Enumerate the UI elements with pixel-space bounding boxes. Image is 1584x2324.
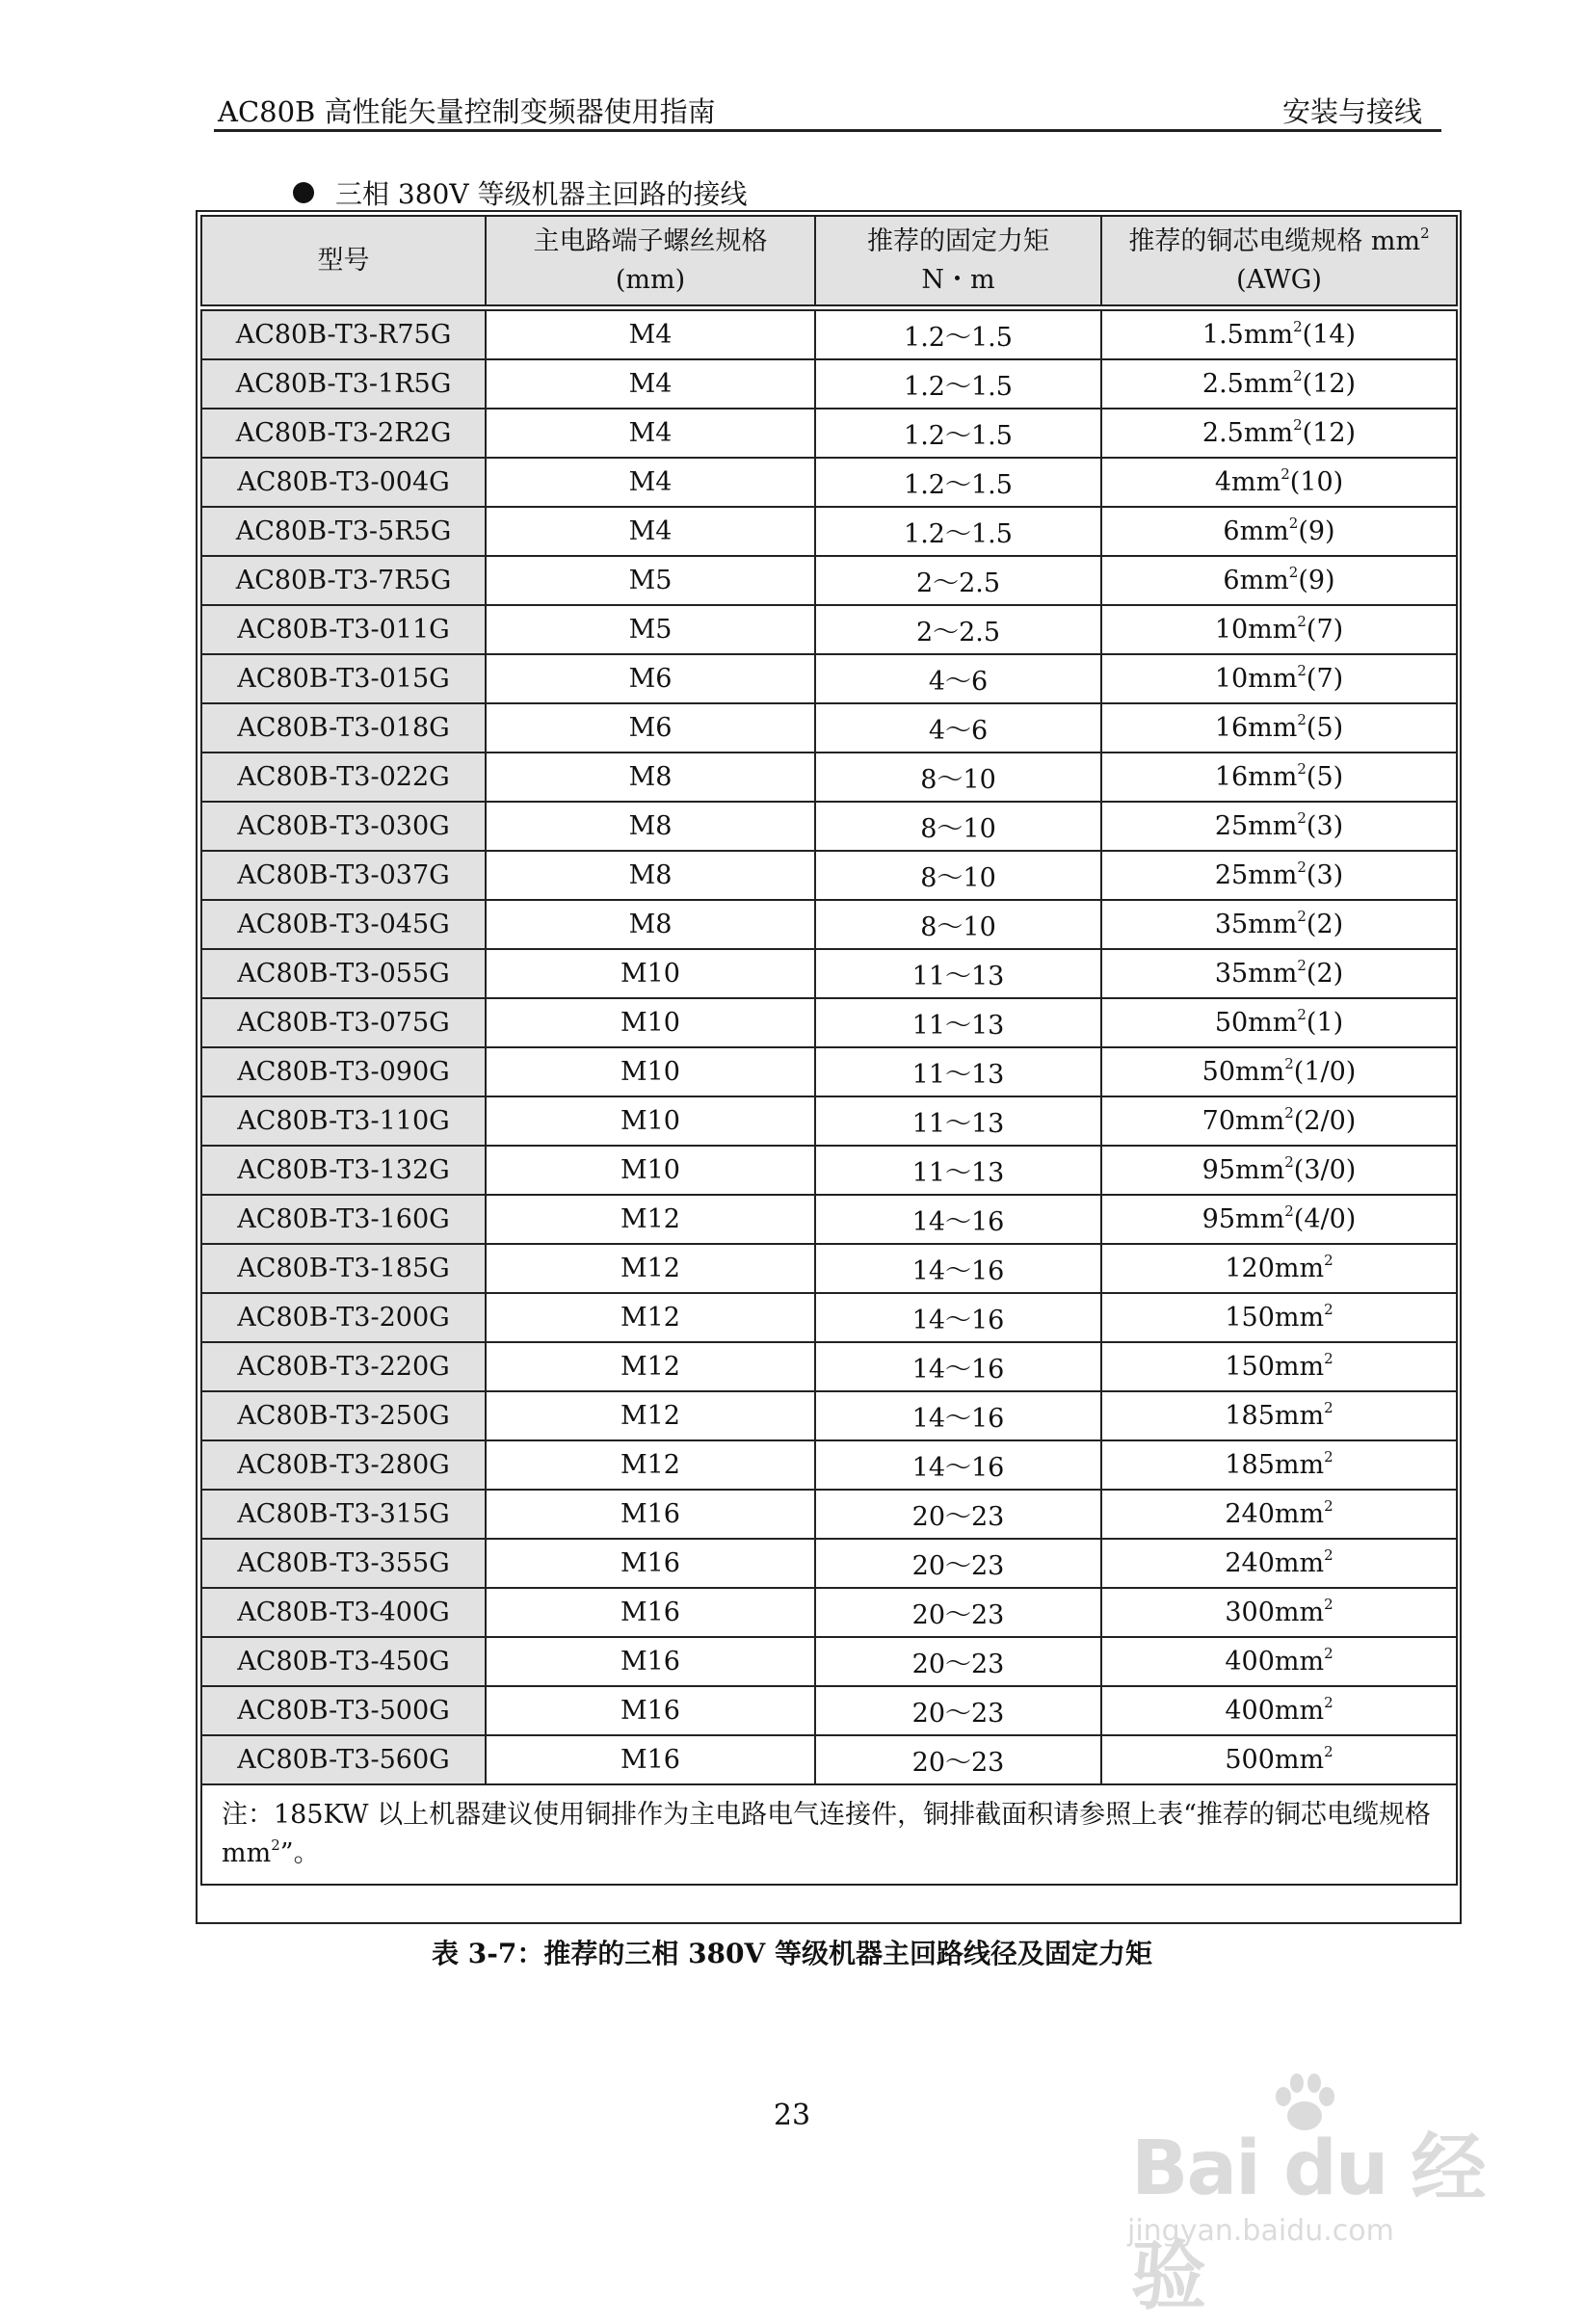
cell-model: AC80B-T3-185G xyxy=(201,1244,486,1293)
cell-cable: $1.5mm^2(14)$ xyxy=(1101,310,1457,359)
table-row xyxy=(201,310,1457,359)
cell-model: AC80B-T3-5R5G xyxy=(201,507,486,556)
table-row xyxy=(201,851,1457,900)
cell-cable: $50mm^2(1)$ xyxy=(1101,998,1457,1047)
cell-cable: $120mm^2$ xyxy=(1101,1244,1457,1293)
cell-screw: M10 xyxy=(486,998,815,1047)
cell-screw: M16 xyxy=(486,1735,815,1784)
table-row xyxy=(201,458,1457,507)
cell-torque: 20～23 xyxy=(815,1735,1101,1784)
cell-torque: 14～16 xyxy=(815,1195,1101,1244)
cell-screw: M10 xyxy=(486,1096,815,1146)
cell-torque: 8～10 xyxy=(815,753,1101,802)
cell-model: AC80B-T3-355G xyxy=(201,1539,486,1588)
table-row xyxy=(201,1588,1457,1637)
cell-screw: M12 xyxy=(486,1244,815,1293)
cell-model: AC80B-T3-037G xyxy=(201,851,486,900)
cell-model: AC80B-T3-R75G xyxy=(201,310,486,359)
cell-torque: 8～10 xyxy=(815,802,1101,851)
cell-screw: M8 xyxy=(486,851,815,900)
cell-model: AC80B-T3-055G xyxy=(201,949,486,998)
watermark-logo: Bai du 经验 xyxy=(1131,2126,1485,2320)
cell-torque: 14～16 xyxy=(815,1440,1101,1490)
cell-model: AC80B-T3-2R2G xyxy=(201,409,486,458)
cell-cable: $6mm^2(9)$ xyxy=(1101,556,1457,605)
cell-cable: $70mm^2(2/0)$ xyxy=(1101,1096,1457,1146)
cell-cable: $150mm^2$ xyxy=(1101,1293,1457,1342)
cell-cable: $500mm^2$ xyxy=(1101,1735,1457,1784)
table-row xyxy=(201,409,1457,458)
table-row xyxy=(201,1096,1457,1146)
cell-cable: $16mm^2(5)$ xyxy=(1101,753,1457,802)
table-row xyxy=(201,1490,1457,1539)
cell-torque: 11～13 xyxy=(815,998,1101,1047)
wiring-table xyxy=(200,215,1458,1886)
table-row xyxy=(201,359,1457,409)
cell-screw: M4 xyxy=(486,458,815,507)
cell-cable: $400mm^2$ xyxy=(1101,1686,1457,1735)
cell-model: AC80B-T3-011G xyxy=(201,605,486,654)
note-row xyxy=(201,1784,1457,1885)
cell-model: AC80B-T3-500G xyxy=(201,1686,486,1735)
table-row xyxy=(201,605,1457,654)
cell-screw: M10 xyxy=(486,949,815,998)
cell-torque: 4～6 xyxy=(815,654,1101,703)
cell-model: AC80B-T3-315G xyxy=(201,1490,486,1539)
header-torque: 推荐的固定力矩 N・m xyxy=(815,216,1101,305)
cell-cable: $2.5mm^2(12)$ xyxy=(1101,409,1457,458)
cell-screw: M16 xyxy=(486,1637,815,1686)
cell-screw: M16 xyxy=(486,1686,815,1735)
cell-model: AC80B-T3-7R5G xyxy=(201,556,486,605)
cell-cable: $150mm^2$ xyxy=(1101,1342,1457,1391)
cell-cable: $35mm^2(2)$ xyxy=(1101,949,1457,998)
table-caption: 表 3-7：推荐的三相 380V 等级机器主回路线径及固定力矩 xyxy=(431,1938,1152,1969)
table-row xyxy=(201,703,1457,753)
cell-screw: M5 xyxy=(486,605,815,654)
cell-screw: M4 xyxy=(486,507,815,556)
section-title: 三相 380V 等级机器主回路的接线 xyxy=(335,178,748,210)
bullet-icon xyxy=(293,182,314,203)
cell-torque: 1.2～1.5 xyxy=(815,310,1101,359)
table-row xyxy=(201,1735,1457,1784)
table-row xyxy=(201,998,1457,1047)
cell-cable: $400mm^2$ xyxy=(1101,1637,1457,1686)
cell-model: AC80B-T3-1R5G xyxy=(201,359,486,409)
table-row xyxy=(201,1293,1457,1342)
cell-cable: $16mm^2(5)$ xyxy=(1101,703,1457,753)
page-header xyxy=(214,87,1441,132)
cell-screw: M10 xyxy=(486,1146,815,1195)
cell-cable: $185mm^2$ xyxy=(1101,1440,1457,1490)
cell-screw: M16 xyxy=(486,1588,815,1637)
cell-model: AC80B-T3-132G xyxy=(201,1146,486,1195)
table-row xyxy=(201,1195,1457,1244)
table-row xyxy=(201,802,1457,851)
cell-model: AC80B-T3-075G xyxy=(201,998,486,1047)
cell-torque: 11～13 xyxy=(815,949,1101,998)
cell-model: AC80B-T3-200G xyxy=(201,1293,486,1342)
table-row xyxy=(201,1391,1457,1440)
cell-torque: 14～16 xyxy=(815,1293,1101,1342)
cell-screw: M10 xyxy=(486,1047,815,1096)
cell-cable: $240mm^2$ xyxy=(1101,1490,1457,1539)
wiring-table-frame xyxy=(196,210,1462,1924)
document-title: AC80B 高性能矢量控制变频器使用指南 xyxy=(218,95,716,128)
table-row xyxy=(201,1539,1457,1588)
baidu-watermark xyxy=(1122,2070,1488,2320)
cell-cable: $25mm^2(3)$ xyxy=(1101,802,1457,851)
cell-screw: M8 xyxy=(486,802,815,851)
cell-model: AC80B-T3-400G xyxy=(201,1588,486,1637)
cell-screw: M4 xyxy=(486,310,815,359)
cell-torque: 2～2.5 xyxy=(815,605,1101,654)
cell-torque: 20～23 xyxy=(815,1539,1101,1588)
cell-cable: $25mm^2(3)$ xyxy=(1101,851,1457,900)
cell-torque: 20～23 xyxy=(815,1588,1101,1637)
cell-screw: M4 xyxy=(486,409,815,458)
cell-screw: M5 xyxy=(486,556,815,605)
cell-model: AC80B-T3-280G xyxy=(201,1440,486,1490)
cell-model: AC80B-T3-250G xyxy=(201,1391,486,1440)
cell-model: AC80B-T3-018G xyxy=(201,703,486,753)
table-note: 注：185KW 以上机器建议使用铜排作为主电路电气连接件，铜排截面积请参照上表“推荐的铜芯电缆规格 $mm^2$”。 xyxy=(201,1784,1457,1885)
cell-model: AC80B-T3-022G xyxy=(201,753,486,802)
table-row xyxy=(201,1244,1457,1293)
cell-cable: $300mm^2$ xyxy=(1101,1588,1457,1637)
table-row xyxy=(201,1146,1457,1195)
cell-torque: 1.2～1.5 xyxy=(815,507,1101,556)
cell-torque: 8～10 xyxy=(815,900,1101,949)
table-row xyxy=(201,949,1457,998)
table-row xyxy=(201,1440,1457,1490)
cell-model: AC80B-T3-450G xyxy=(201,1637,486,1686)
cell-torque: 1.2～1.5 xyxy=(815,409,1101,458)
cell-cable: $35mm^2(2)$ xyxy=(1101,900,1457,949)
cell-screw: M12 xyxy=(486,1391,815,1440)
cell-torque: 20～23 xyxy=(815,1490,1101,1539)
cell-torque: 1.2～1.5 xyxy=(815,458,1101,507)
cell-screw: M16 xyxy=(486,1490,815,1539)
section-heading xyxy=(293,173,747,212)
cell-torque: 1.2～1.5 xyxy=(815,359,1101,409)
page-number: 23 xyxy=(773,2099,811,2132)
cell-cable: $10mm^2(7)$ xyxy=(1101,654,1457,703)
table-row xyxy=(201,900,1457,949)
cell-torque: 14～16 xyxy=(815,1342,1101,1391)
cell-torque: 11～13 xyxy=(815,1047,1101,1096)
cell-screw: M6 xyxy=(486,654,815,703)
cell-screw: M12 xyxy=(486,1440,815,1490)
header-screw: 主电路端子螺丝规格 (mm) xyxy=(486,216,815,305)
cell-screw: M12 xyxy=(486,1293,815,1342)
table-row xyxy=(201,1686,1457,1735)
cell-model: AC80B-T3-004G xyxy=(201,458,486,507)
cell-model: AC80B-T3-015G xyxy=(201,654,486,703)
table-row xyxy=(201,1342,1457,1391)
table-row xyxy=(201,1047,1457,1096)
cell-torque: 2～2.5 xyxy=(815,556,1101,605)
cell-cable: $185mm^2$ xyxy=(1101,1391,1457,1440)
cell-cable: $240mm^2$ xyxy=(1101,1539,1457,1588)
cell-model: AC80B-T3-045G xyxy=(201,900,486,949)
chapter-title: 安装与接线 xyxy=(1281,95,1422,128)
cell-model: AC80B-T3-160G xyxy=(201,1195,486,1244)
cell-cable: $10mm^2(7)$ xyxy=(1101,605,1457,654)
table-row xyxy=(201,753,1457,802)
cell-cable: $6mm^2(9)$ xyxy=(1101,507,1457,556)
header-model: 型号 xyxy=(201,216,486,305)
table-row xyxy=(201,654,1457,703)
cell-torque: 11～13 xyxy=(815,1146,1101,1195)
table-header-row xyxy=(201,216,1457,305)
cell-model: AC80B-T3-220G xyxy=(201,1342,486,1391)
cell-model: AC80B-T3-030G xyxy=(201,802,486,851)
cell-cable: $95mm^2(3/0)$ xyxy=(1101,1146,1457,1195)
cell-cable: $50mm^2(1/0)$ xyxy=(1101,1047,1457,1096)
cell-screw: M8 xyxy=(486,900,815,949)
cell-torque: 14～16 xyxy=(815,1244,1101,1293)
watermark-url: jingyan.baidu.com xyxy=(1127,2214,1394,2248)
cell-torque: 11～13 xyxy=(815,1096,1101,1146)
table-row xyxy=(201,556,1457,605)
table-row xyxy=(201,1637,1457,1686)
cell-torque: 20～23 xyxy=(815,1686,1101,1735)
cell-screw: M12 xyxy=(486,1342,815,1391)
cell-screw: M6 xyxy=(486,703,815,753)
cell-torque: 8～10 xyxy=(815,851,1101,900)
cell-cable: $4mm^2(10)$ xyxy=(1101,458,1457,507)
cell-model: AC80B-T3-110G xyxy=(201,1096,486,1146)
cell-torque: 20～23 xyxy=(815,1637,1101,1686)
cell-screw: M16 xyxy=(486,1539,815,1588)
cell-torque: 14～16 xyxy=(815,1391,1101,1440)
cell-cable: $95mm^2(4/0)$ xyxy=(1101,1195,1457,1244)
cell-torque: 4～6 xyxy=(815,703,1101,753)
cell-screw: M12 xyxy=(486,1195,815,1244)
table-row xyxy=(201,507,1457,556)
cell-screw: M8 xyxy=(486,753,815,802)
cell-cable: $2.5mm^2(12)$ xyxy=(1101,359,1457,409)
cell-model: AC80B-T3-560G xyxy=(201,1735,486,1784)
header-cable: 推荐的铜芯电缆规格 $mm^2$ (AWG) xyxy=(1101,216,1457,305)
cell-screw: M4 xyxy=(486,359,815,409)
cell-model: AC80B-T3-090G xyxy=(201,1047,486,1096)
